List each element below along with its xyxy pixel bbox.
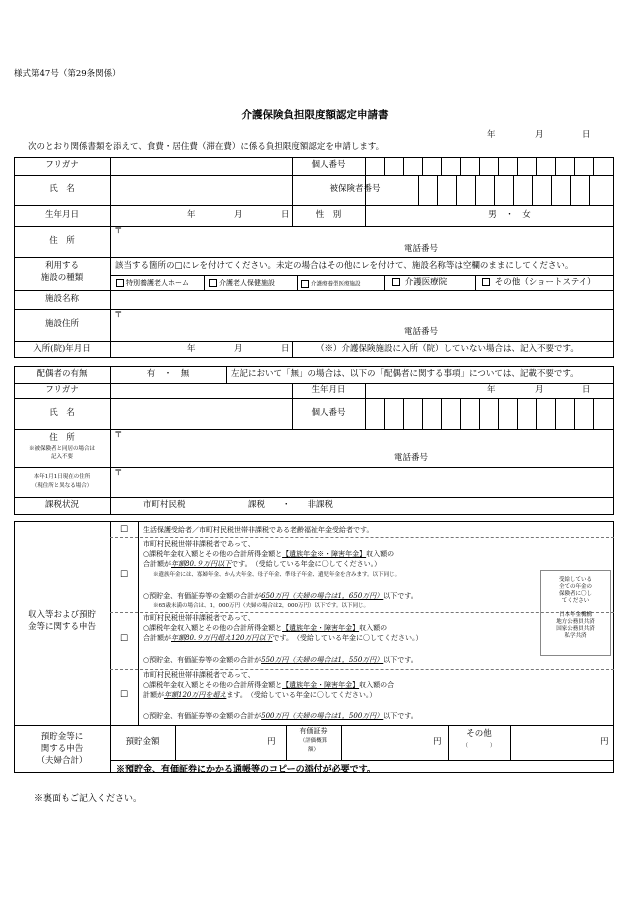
facility-option-3[interactable]: 介護療養型医療施設	[301, 280, 361, 288]
savings-label: 預貯金等に	[40, 732, 84, 742]
pension-provider-3[interactable]: 国家公務員共済	[556, 625, 595, 632]
spouse-presence-label: 配偶者の有無	[36, 369, 88, 379]
birth-year: 年	[187, 210, 196, 220]
pension-note-3: 保険者に〇し	[558, 591, 592, 598]
savings-label-3: （夫婦合計）	[36, 756, 88, 766]
birth-day: 日	[281, 210, 290, 220]
income-label-2: 金等に関する申告	[27, 622, 96, 632]
birth-month: 月	[234, 210, 243, 220]
checkbox-icon[interactable]	[209, 279, 217, 287]
securities-label-2: （評価概算	[299, 738, 328, 744]
savings-label-2: 関する申告	[40, 744, 84, 754]
spouse-birth-month: 月	[535, 385, 544, 395]
facility-option-1[interactable]: 特別養護老人ホーム	[116, 279, 189, 287]
copy-note: ※預貯金、有価証券にかかる通帳等のコピーの添付が必要です。	[116, 765, 376, 775]
deposit-yen: 円	[267, 737, 276, 747]
pension-provider-box	[540, 570, 611, 656]
back-note: ※裏面もご記入ください。	[34, 794, 143, 804]
facility-postal-mark: 〒	[114, 310, 123, 320]
securities-label: 有価証券	[299, 727, 328, 735]
spouse-furigana-label: フリガナ	[45, 385, 79, 395]
checkbox-icon[interactable]	[116, 279, 124, 287]
deposit-label: 預貯金額	[125, 737, 160, 747]
admission-label: 入所(院)年月日	[33, 344, 91, 354]
row3-line5: ○預貯金、有価証券等の金額の合計が550万円（夫婦の場合は1，550万円）以下です。	[143, 656, 418, 664]
spouse-tax-options[interactable]: 課税 ・ 非課税	[248, 500, 334, 510]
facility-type-label-2: 施設の種類	[40, 273, 84, 283]
pension-provider-4[interactable]: 私学共済	[564, 632, 587, 639]
facility-option-5[interactable]: その他（ショートステイ）	[482, 278, 596, 288]
spouse-tax-municipal: 市町村民税	[143, 500, 186, 510]
admission-year: 年	[187, 344, 196, 354]
row1-checkbox[interactable]: □	[120, 524, 129, 534]
pension-provider-1[interactable]: 日本年金機構	[558, 611, 592, 618]
facility-name-field[interactable]	[110, 290, 614, 309]
facility-name-label: 施設名称	[44, 294, 79, 304]
spouse-tax-label: 課税状況	[44, 500, 79, 510]
address-label: 住 所	[49, 236, 75, 246]
sex-options[interactable]: 男 ・ 女	[488, 210, 531, 220]
birth-label: 生年月日	[44, 210, 79, 220]
date-day: 日	[582, 130, 591, 140]
checkbox-icon[interactable]	[392, 278, 400, 286]
spouse-birth-label: 生年月日	[311, 385, 346, 395]
checkbox-icon[interactable]	[301, 280, 309, 288]
sex-label: 性 別	[315, 210, 342, 220]
admission-note: （※）介護保険施設に入所（院）していない場合は、記入不要です。	[316, 344, 579, 354]
admission-day: 日	[281, 344, 290, 354]
furigana-label: フリガナ	[45, 160, 79, 170]
spouse-postal-mark: 〒	[114, 430, 123, 440]
row4-checkbox[interactable]: □	[120, 689, 129, 699]
pension-note-2: 全ての年金の	[558, 584, 592, 591]
row2-line1: 市町村民税世帯非課税者であって、	[143, 540, 255, 548]
intro-text: 次のとおり関係書類を添えて、食費・居住費（滞在費）に係る負担限度額認定を申請します。	[28, 142, 385, 152]
row4-line5: ○預貯金、有価証券等の金額の合計が500万円（夫婦の場合は1，500万円）以下です。	[143, 712, 418, 720]
facility-option-2[interactable]: 介護老人保健施設	[209, 279, 275, 287]
row2-line3: 合計額が年額80.９万円以下です。 （受給している年金に〇してください。）	[143, 560, 382, 568]
row4-line3: 計額が年額120万円を超えます。 （受給している年金に〇してください。）	[143, 691, 377, 699]
pension-note-1: 受給している	[558, 577, 592, 583]
spouse-jan1-label-2: （現住所と異なる場合）	[31, 483, 93, 489]
spouse-presence-note: 左記において「無」の場合は、以下の「配偶者に関する事項」については、記載不要です。	[231, 369, 579, 379]
other-label: その他	[466, 729, 492, 739]
securities-label-3: 額）	[307, 747, 319, 753]
form-number: 様式第47号（第29条関係）	[14, 69, 121, 79]
income-label: 収入等および預貯	[27, 610, 96, 620]
admission-month: 月	[234, 344, 243, 354]
name-label: 氏 名	[49, 184, 75, 194]
spouse-name-label: 氏 名	[49, 408, 75, 418]
row3-line2: ○課税年金収入額とその他の合計所得金額と【遺族年金・障害年金】収入額の	[143, 624, 388, 632]
row2-checkbox[interactable]: □	[120, 569, 129, 579]
date-month: 月	[535, 130, 544, 140]
spouse-jan1-postal-mark: 〒	[114, 468, 123, 478]
row2-line6: ※65歳未満の場合は、1，000万円（夫婦の場合は2，000万円）以下です。以下同じ。	[153, 603, 370, 609]
form-title: 介護保険負担限度額認定申請書	[241, 109, 389, 121]
row2-line4: ※遺族年金には、寡婦年金、かん夫年金、母子年金、準母子年金、遺児年金を含みます。以下同じ。	[153, 572, 401, 578]
other-yen: 円	[600, 737, 609, 747]
postal-mark: 〒	[114, 226, 123, 236]
pension-provider-2[interactable]: 地方公務員共済	[556, 618, 595, 625]
spouse-birth-year: 年	[487, 385, 496, 395]
personal-no-label: 個人番号	[311, 160, 346, 170]
other-paren[interactable]: （ ）	[462, 743, 496, 749]
facility-address-label: 施設住所	[44, 319, 79, 329]
other-amount-field[interactable]	[511, 726, 614, 760]
securities-yen: 円	[433, 737, 442, 747]
spouse-address-label: 住 所	[49, 433, 75, 443]
row4-line2: ○課税年金収入額とその他の合計所得金額と【遺族年金・障害年金】収入額の合	[143, 681, 395, 689]
row2-line2: ○課税年金収入額とその他の合計所得金額と【遺族年金※・障害年金】収入額の	[143, 550, 395, 558]
facility-option-4[interactable]: 介護医療院	[392, 278, 447, 288]
facility-phone-label: 電話番号	[404, 327, 439, 337]
facility-type-label: 利用する	[44, 261, 79, 271]
checkbox-icon[interactable]	[482, 278, 490, 286]
row3-line3: 合計額が年額80.９万円超え120万円以下です。 （受給している年金に〇してください。）	[143, 634, 423, 642]
facility-instruction: 該当する箇所の□にレを付けてください。未定の場合はその他にレを付けて、施設名称等は空欄のままにしてください。	[115, 261, 574, 271]
pension-note-4: てください	[561, 598, 590, 605]
row4-line1: 市町村民税世帯非課税者であって、	[143, 671, 255, 679]
spouse-address-note-2: 記入不要	[50, 454, 73, 460]
spouse-address-note: ※被保険者と同居の場合は	[28, 446, 95, 452]
spouse-birth-day: 日	[582, 385, 591, 395]
row3-line1: 市町村民税世帯非課税者であって、	[143, 614, 255, 622]
spouse-phone-label: 電話番号	[394, 453, 429, 463]
spouse-presence-options[interactable]: 有 ・ 無	[146, 369, 190, 379]
insured-no-label: 被保険者番号	[329, 184, 381, 194]
row2-line5: ○預貯金、有価証券等の金額の合計が650万円（夫婦の場合は1，650万円）以下です。	[143, 592, 418, 600]
furigana-field[interactable]	[110, 157, 292, 175]
spouse-personal-no-label: 個人番号	[311, 408, 346, 418]
row3-checkbox[interactable]: □	[120, 633, 129, 643]
row1-text: 生活保護受給者／市町村民税世帯非課税である老齢福祉年金受給者です。	[143, 526, 374, 534]
spouse-jan1-label: 本年1月1日現在の住所	[33, 474, 91, 480]
name-field[interactable]	[110, 175, 292, 205]
phone-label: 電話番号	[404, 244, 439, 254]
date-year: 年	[487, 130, 496, 140]
